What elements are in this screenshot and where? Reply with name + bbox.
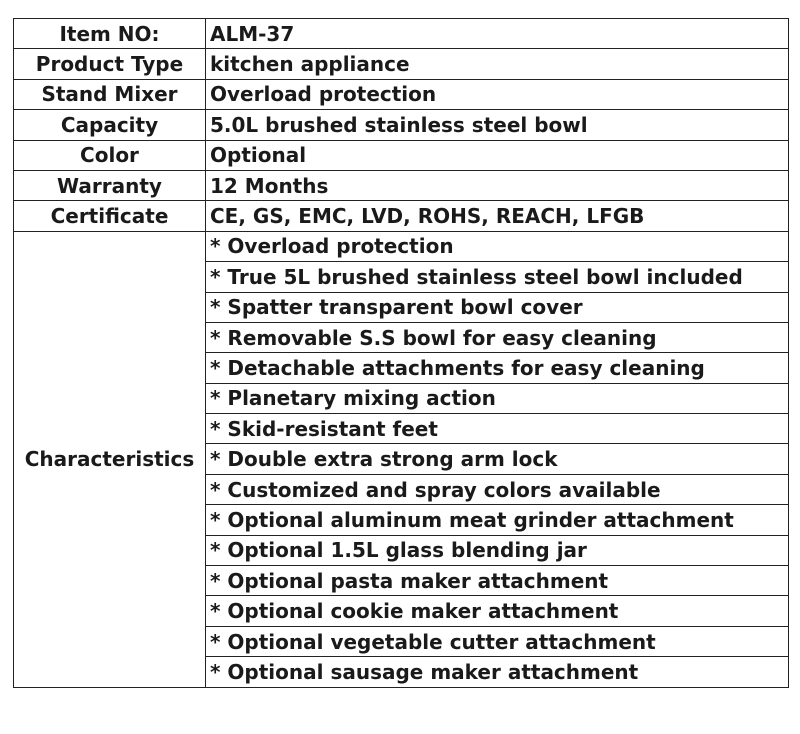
spec-label: Certificate (14, 201, 206, 231)
spec-label: Warranty (14, 170, 206, 200)
characteristic-item: * True 5L brushed stainless steel bowl included (206, 262, 789, 292)
spec-value: kitchen appliance (206, 49, 789, 79)
characteristic-item: * Customized and spray colors available (206, 474, 789, 504)
characteristic-item: * Double extra strong arm lock (206, 444, 789, 474)
characteristic-item: * Optional sausage maker attachment (206, 657, 789, 687)
spec-value: Optional (206, 140, 789, 170)
spec-row (14, 140, 789, 170)
spec-row (14, 170, 789, 200)
characteristic-item: * Optional vegetable cutter attachment (206, 626, 789, 656)
spec-value: 5.0L brushed stainless steel bowl (206, 110, 789, 140)
spec-value: CE, GS, EMC, LVD, ROHS, REACH, LFGB (206, 201, 789, 231)
product-spec-table (13, 18, 789, 688)
spec-table-body (14, 19, 789, 688)
spec-row (14, 19, 789, 49)
characteristic-item: * Optional aluminum meat grinder attachment (206, 505, 789, 535)
characteristic-item: * Optional pasta maker attachment (206, 566, 789, 596)
characteristic-item: * Planetary mixing action (206, 383, 789, 413)
characteristic-row (14, 231, 789, 261)
characteristics-label: Characteristics (14, 231, 206, 687)
characteristic-item: * Spatter transparent bowl cover (206, 292, 789, 322)
characteristic-item: * Detachable attachments for easy cleaning (206, 353, 789, 383)
characteristic-item: * Skid-resistant feet (206, 414, 789, 444)
spec-label: Stand Mixer (14, 79, 206, 109)
spec-value: Overload protection (206, 79, 789, 109)
spec-label: Color (14, 140, 206, 170)
spec-row (14, 79, 789, 109)
characteristic-item: * Optional 1.5L glass blending jar (206, 535, 789, 565)
characteristic-item: * Removable S.S bowl for easy cleaning (206, 322, 789, 352)
characteristic-item: * Overload protection (206, 231, 789, 261)
spec-row (14, 110, 789, 140)
spec-label: Item NO: (14, 19, 206, 49)
characteristic-item: * Optional cookie maker attachment (206, 596, 789, 626)
spec-label: Product Type (14, 49, 206, 79)
spec-label: Capacity (14, 110, 206, 140)
spec-value: 12 Months (206, 170, 789, 200)
spec-row (14, 201, 789, 231)
spec-value: ALM-37 (206, 19, 789, 49)
spec-row (14, 49, 789, 79)
